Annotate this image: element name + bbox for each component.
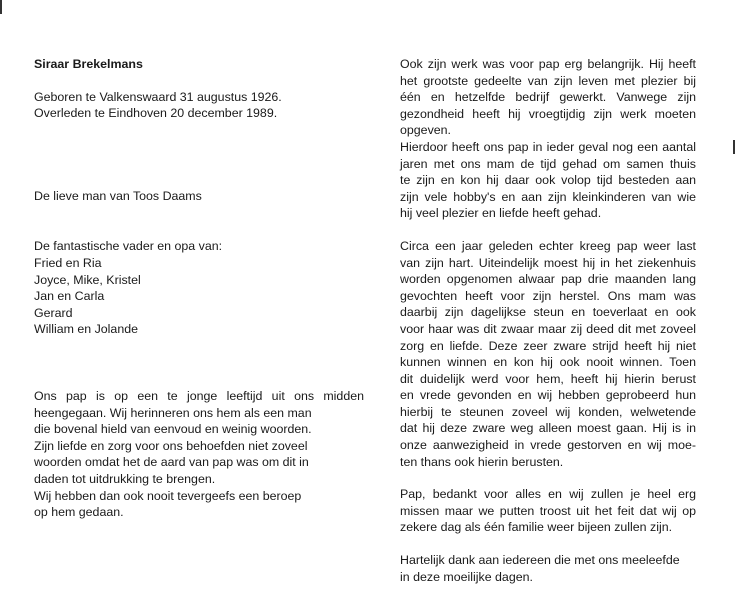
text-line: onze aanwezigheid in vrede gestorven en wij moe-	[400, 438, 696, 453]
text-line: woorden omdat het de aard van pap was om dit in	[34, 455, 309, 470]
text-line: zorg en liefde. Deze zeer zware strijd heeft hij niet	[400, 338, 696, 353]
crop-mark	[0, 0, 2, 14]
text-line: opgeven.	[400, 123, 451, 138]
text-line: van zijn hart. Uiteindelijk moest hij in het ziekenhuis	[400, 255, 696, 270]
thanks-paragraph	[400, 552, 696, 585]
family-intro: De fantastische vader en opa van:	[34, 239, 223, 254]
text-line: heengegaan. Wij herinneren ons hem als een man	[34, 405, 312, 420]
text-line: daden tot uitdrukking te brengen.	[34, 471, 216, 486]
work-paragraph	[400, 56, 696, 222]
text-line: één en hetzelfde bedrijf gewerkt. Vanwege zijn	[400, 90, 696, 105]
text-line: Pap, bedankt voor alles en wij zullen je heel erg	[400, 487, 696, 502]
text-line: jaren met ons mam de tijd gehad om samen thuis	[400, 156, 696, 171]
family-member: William en Jolande	[34, 322, 138, 337]
illness-paragraph	[400, 238, 696, 470]
text-line: dat hij deze zware weg alleen moest gaan. Hij is in	[400, 421, 696, 436]
text-line: en vrede gevonden en wij hebben geprobeerd hun	[400, 388, 696, 403]
family-member: Gerard	[34, 305, 73, 320]
left-column	[34, 56, 364, 521]
spouse-line: De lieve man van Toos Daams	[34, 188, 202, 203]
text-line: die bovenal hield van eenvoud en weinig woorden.	[34, 422, 312, 437]
family-member: Jan en Carla	[34, 289, 105, 304]
text-line: hierbij te steunen zoveel wij konden, welwetende	[400, 404, 696, 419]
text-line: Zijn liefde en zorg voor ons behoefden niet zoveel	[34, 438, 308, 453]
birth-line: Geboren te Valkenswaard 31 augustus 1926.	[34, 89, 282, 104]
text-line: Wij hebben dan ook nooit tevergeefs een beroep	[34, 488, 302, 503]
deceased-name: Siraar Brekelmans	[34, 57, 143, 71]
text-line: gevochten heeft voor zijn herstel. Ons mam was	[400, 288, 696, 303]
text-line: worden opgenomen alwaar pap drie maanden lang	[400, 272, 696, 287]
text-line: Ook zijn werk was voor pap erg belangrijk. Hij heeft	[400, 57, 696, 71]
text-line: zijn vele hobby's en aan zijn kleinkinderen van wie	[400, 189, 696, 204]
text-line: missen maar we putten troost uit het feit dat wij op	[400, 503, 696, 518]
text-line: voor haar was dit zwaar maar zij deed dit met zoveel	[400, 321, 696, 336]
family-member: Fried en Ria	[34, 255, 102, 270]
text-line: zekere dag als één familie weer bijeen zullen zijn.	[400, 520, 673, 535]
text-line: Circa een jaar geleden echter kreeg pap weer last	[400, 238, 696, 253]
tribute-paragraph	[34, 388, 364, 521]
text-line: in deze moeilijke dagen.	[400, 569, 533, 584]
text-line: hij veel plezier en liefde heeft gehad.	[400, 206, 602, 221]
text-line: het grootste gedeelte van zijn leven met plezier bij	[400, 73, 696, 88]
text-line: te zijn en kon hij daar ook volop tijd besteden aan	[400, 173, 696, 188]
text-line: Hartelijk dank aan iedereen die met ons meeleefde	[400, 553, 680, 568]
right-column	[400, 56, 696, 585]
text-line: ten thans ook hierin berusten.	[400, 454, 564, 469]
family-member: Joyce, Mike, Kristel	[34, 272, 141, 287]
family-list	[34, 255, 364, 338]
text-line: daarbij zijn dagelijkse steun en toeverlaat en ook	[400, 305, 696, 320]
text-line: kunnen winnen en kon hij ook nooit winnen. Toen	[400, 355, 696, 370]
farewell-paragraph	[400, 486, 696, 536]
death-line: Overleden te Eindhoven 20 december 1989.	[34, 106, 278, 121]
text-line: dit duidelijk werd voor hem, heeft hij hierin berust	[400, 371, 696, 386]
text-line: Ons pap is op een te jonge leeftijd uit ons midden	[34, 388, 364, 403]
text-line: op hem gedaan.	[34, 505, 124, 520]
text-line: gezondheid heeft hij vroegtijdig zijn werk moeten	[400, 106, 696, 121]
text-line: Hierdoor heeft ons pap in ieder geval nog een aantal	[400, 139, 696, 154]
